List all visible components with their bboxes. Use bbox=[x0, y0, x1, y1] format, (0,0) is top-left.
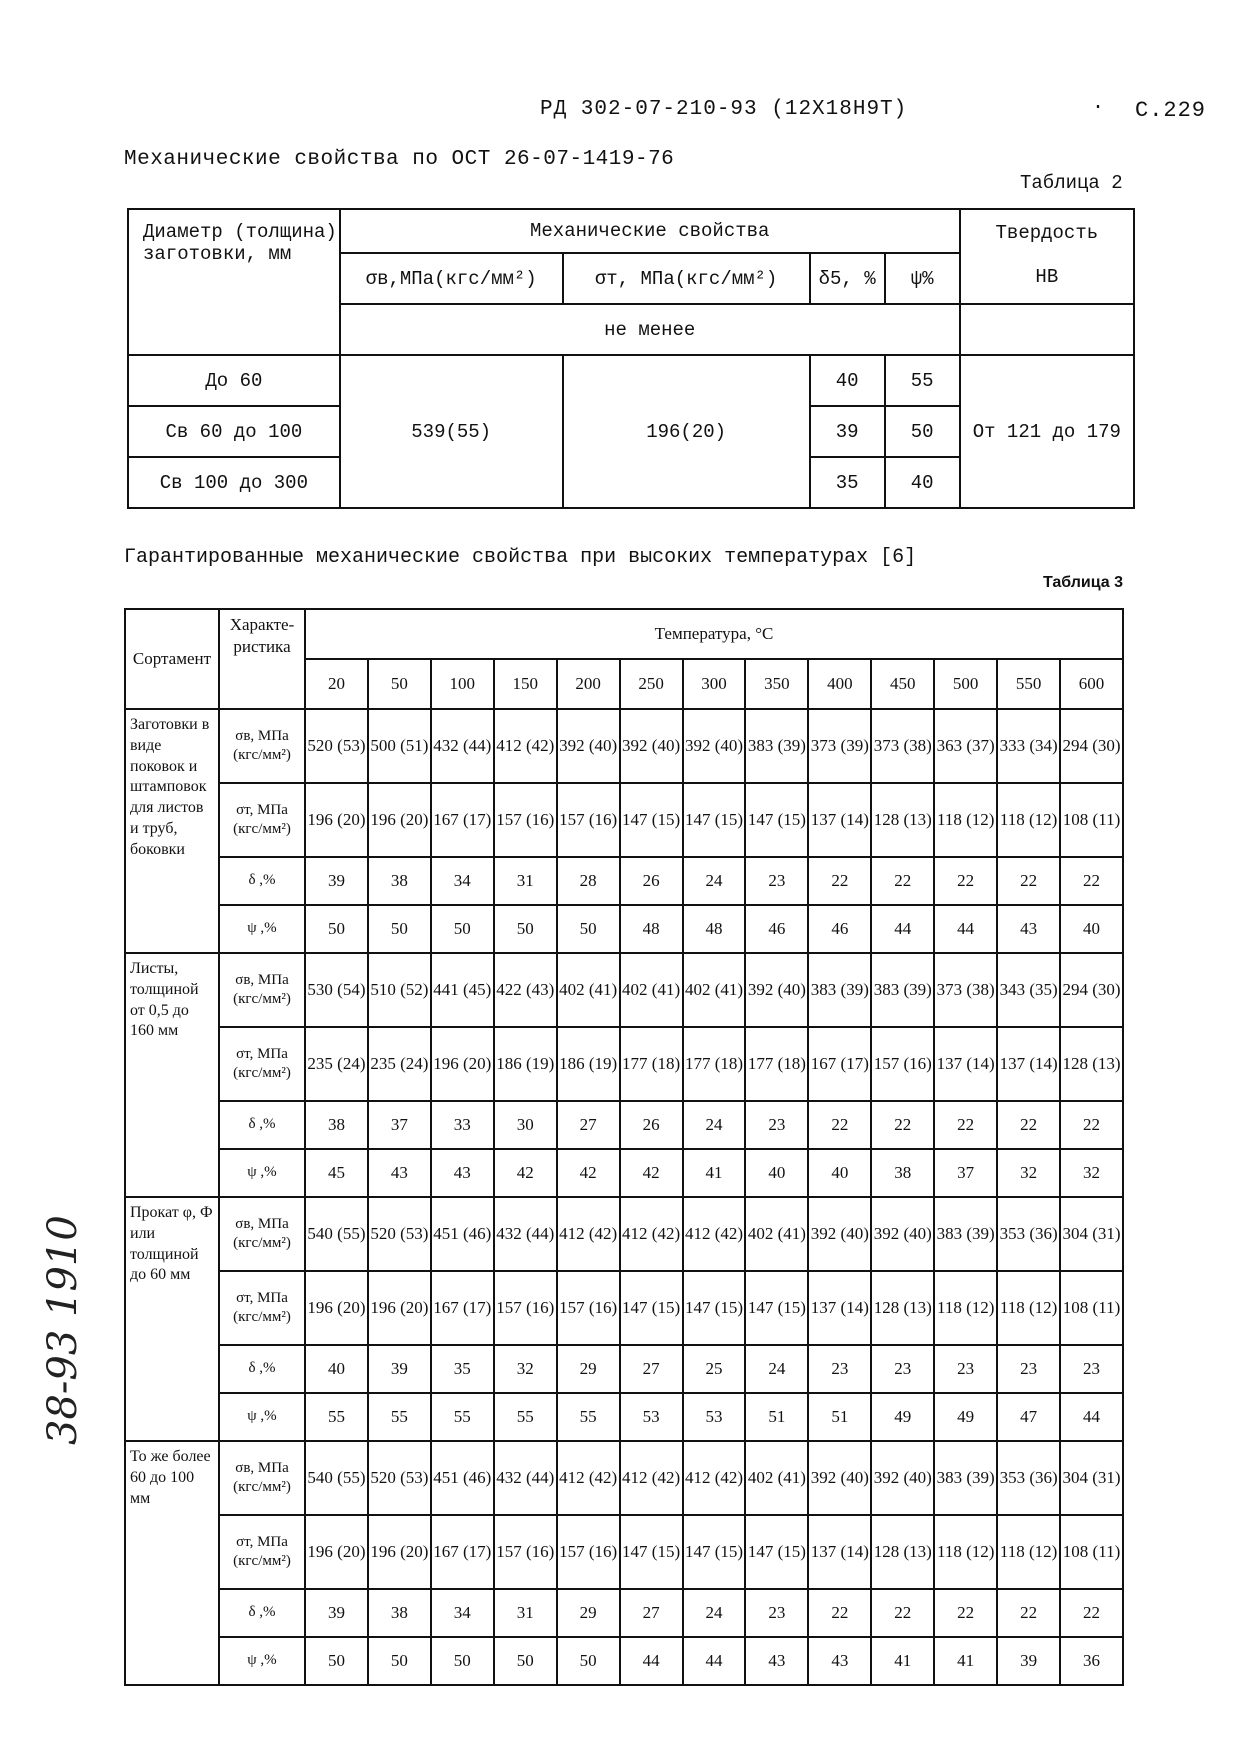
t3-value: 24 bbox=[683, 857, 746, 905]
t3-value: 412 (42) bbox=[620, 1197, 683, 1271]
t3-char-d: δ ,% bbox=[219, 857, 305, 905]
t3-row bbox=[125, 857, 1123, 905]
t3-value: 235 (24) bbox=[305, 1027, 368, 1101]
t3-temp-cell: 500 bbox=[934, 659, 997, 709]
t3-value: 34 bbox=[431, 1589, 494, 1637]
t3-value: 46 bbox=[808, 905, 871, 953]
t2-hb: От 121 до 179 bbox=[960, 355, 1134, 508]
t3-value: 23 bbox=[745, 1101, 808, 1149]
t3-value: 157 (16) bbox=[557, 1271, 620, 1345]
t3-value: 304 (31) bbox=[1060, 1441, 1123, 1515]
t3-value: 31 bbox=[494, 1589, 557, 1637]
t2-header-hardness bbox=[960, 209, 1134, 304]
t3-value: 147 (15) bbox=[620, 1271, 683, 1345]
t3-value: 177 (18) bbox=[745, 1027, 808, 1101]
table3 bbox=[124, 608, 1124, 1686]
t3-value: 157 (16) bbox=[494, 783, 557, 857]
t3-value: 147 (15) bbox=[745, 783, 808, 857]
t3-char-d: δ ,% bbox=[219, 1589, 305, 1637]
t3-value: 50 bbox=[368, 1637, 431, 1685]
t2-header-st: σт, МПа(кгс/мм²) bbox=[563, 253, 810, 304]
t3-value: 33 bbox=[431, 1101, 494, 1149]
t3-value: 36 bbox=[1060, 1637, 1123, 1685]
t3-value: 55 bbox=[305, 1393, 368, 1441]
t3-char-st: σт, МПа (кгс/мм²) bbox=[219, 783, 305, 857]
t3-header-char: Характе-ристика bbox=[219, 609, 305, 709]
t3-value: 42 bbox=[620, 1149, 683, 1197]
t3-value: 51 bbox=[745, 1393, 808, 1441]
t3-value: 373 (39) bbox=[808, 709, 871, 783]
t3-temp-cell: 350 bbox=[745, 659, 808, 709]
t3-value: 412 (42) bbox=[557, 1197, 620, 1271]
t3-value: 27 bbox=[620, 1345, 683, 1393]
t3-value: 43 bbox=[431, 1149, 494, 1197]
t3-temp-cell: 400 bbox=[808, 659, 871, 709]
t3-value: 451 (46) bbox=[431, 1441, 494, 1515]
t2-d5: 40 bbox=[810, 355, 885, 406]
t3-row bbox=[125, 1101, 1123, 1149]
t3-temp-cell: 20 bbox=[305, 659, 368, 709]
t3-value: 392 (40) bbox=[683, 709, 746, 783]
t3-value: 196 (20) bbox=[368, 1271, 431, 1345]
t3-value: 27 bbox=[620, 1589, 683, 1637]
t3-row bbox=[125, 1637, 1123, 1685]
table2-label: Таблица 2 bbox=[1020, 172, 1123, 194]
t3-value: 147 (15) bbox=[745, 1271, 808, 1345]
t3-value: 147 (15) bbox=[620, 783, 683, 857]
t2-hardness-label: Твердость bbox=[995, 222, 1099, 244]
t3-value: 118 (12) bbox=[934, 1515, 997, 1589]
t3-temp-cell: 550 bbox=[997, 659, 1060, 709]
t3-value: 22 bbox=[1060, 857, 1123, 905]
t3-value: 118 (12) bbox=[997, 1515, 1060, 1589]
t3-row bbox=[125, 709, 1123, 783]
t3-value: 27 bbox=[557, 1101, 620, 1149]
t3-row bbox=[125, 1027, 1123, 1101]
t3-value: 22 bbox=[1060, 1101, 1123, 1149]
t3-value: 432 (44) bbox=[494, 1441, 557, 1515]
t3-value: 23 bbox=[871, 1345, 934, 1393]
t3-char-sb: σв, МПа (кгс/мм²) bbox=[219, 953, 305, 1027]
t2-header-sb: σв,МПа(кгс/мм²) bbox=[340, 253, 563, 304]
t3-value: 412 (42) bbox=[557, 1441, 620, 1515]
t3-value: 530 (54) bbox=[305, 953, 368, 1027]
t3-value: 412 (42) bbox=[683, 1197, 746, 1271]
t3-value: 167 (17) bbox=[808, 1027, 871, 1101]
t3-value: 137 (14) bbox=[808, 1515, 871, 1589]
t3-char-psi: ψ ,% bbox=[219, 1637, 305, 1685]
t2-header-d5: δ5, % bbox=[810, 253, 885, 304]
t3-value: 157 (16) bbox=[557, 783, 620, 857]
t3-value: 422 (43) bbox=[494, 953, 557, 1027]
t3-value: 441 (45) bbox=[431, 953, 494, 1027]
t3-value: 177 (18) bbox=[620, 1027, 683, 1101]
t3-value: 540 (55) bbox=[305, 1441, 368, 1515]
t2-st: 196(20) bbox=[563, 355, 810, 508]
t3-value: 520 (53) bbox=[368, 1441, 431, 1515]
t3-value: 412 (42) bbox=[494, 709, 557, 783]
t3-row bbox=[125, 783, 1123, 857]
t3-value: 48 bbox=[683, 905, 746, 953]
t3-value: 118 (12) bbox=[997, 783, 1060, 857]
t3-product: Заготовки в виде поковок и штамповок для листов и труб, боковки bbox=[125, 709, 219, 953]
t3-value: 44 bbox=[934, 905, 997, 953]
t3-value: 22 bbox=[871, 1589, 934, 1637]
t3-value: 50 bbox=[494, 1637, 557, 1685]
t3-value: 167 (17) bbox=[431, 1271, 494, 1345]
t3-value: 186 (19) bbox=[557, 1027, 620, 1101]
t3-value: 29 bbox=[557, 1345, 620, 1393]
t3-value: 108 (11) bbox=[1060, 1515, 1123, 1589]
t3-value: 147 (15) bbox=[683, 1271, 746, 1345]
t3-value: 47 bbox=[997, 1393, 1060, 1441]
t3-temp-cell: 150 bbox=[494, 659, 557, 709]
t3-header-row bbox=[125, 609, 1123, 659]
t3-header-sortament: Сортамент bbox=[125, 609, 219, 709]
t3-value: 196 (20) bbox=[305, 1271, 368, 1345]
t3-value: 235 (24) bbox=[368, 1027, 431, 1101]
t3-value: 412 (42) bbox=[683, 1441, 746, 1515]
t2-header-empty bbox=[960, 304, 1134, 355]
t3-value: 157 (16) bbox=[557, 1515, 620, 1589]
t2-header-mech: Механические свойства bbox=[340, 209, 960, 253]
t3-value: 44 bbox=[683, 1637, 746, 1685]
t3-value: 32 bbox=[494, 1345, 557, 1393]
table2 bbox=[127, 208, 1135, 509]
t3-value: 50 bbox=[557, 1637, 620, 1685]
t3-value: 520 (53) bbox=[305, 709, 368, 783]
t3-value: 402 (41) bbox=[620, 953, 683, 1027]
t3-value: 44 bbox=[620, 1637, 683, 1685]
t3-value: 128 (13) bbox=[871, 1271, 934, 1345]
t3-value: 118 (12) bbox=[934, 783, 997, 857]
t3-header-temp: Температура, °С bbox=[305, 609, 1123, 659]
t3-value: 41 bbox=[871, 1637, 934, 1685]
t3-value: 23 bbox=[808, 1345, 871, 1393]
t3-char-st: σт, МПа (кгс/мм²) bbox=[219, 1027, 305, 1101]
t3-value: 167 (17) bbox=[431, 1515, 494, 1589]
t3-value: 392 (40) bbox=[871, 1441, 934, 1515]
t3-row bbox=[125, 1515, 1123, 1589]
t3-value: 128 (13) bbox=[871, 783, 934, 857]
t3-value: 392 (40) bbox=[620, 709, 683, 783]
t2-d5: 35 bbox=[810, 457, 885, 508]
t3-value: 392 (40) bbox=[808, 1441, 871, 1515]
document-code: РД 302-07-210-93 (12Х18Н9Т) bbox=[540, 98, 908, 121]
t3-product: Листы, толщиной от 0,5 до 160 мм bbox=[125, 953, 219, 1197]
t3-value: 41 bbox=[683, 1149, 746, 1197]
t3-value: 22 bbox=[808, 1101, 871, 1149]
t2-hb-label: НВ bbox=[1035, 266, 1059, 288]
t3-value: 167 (17) bbox=[431, 783, 494, 857]
t3-value: 23 bbox=[1060, 1345, 1123, 1393]
t3-value: 39 bbox=[368, 1345, 431, 1393]
t3-value: 402 (41) bbox=[745, 1441, 808, 1515]
t3-value: 43 bbox=[368, 1149, 431, 1197]
t3-value: 383 (39) bbox=[808, 953, 871, 1027]
t3-value: 383 (39) bbox=[871, 953, 934, 1027]
t3-value: 108 (11) bbox=[1060, 783, 1123, 857]
t3-value: 35 bbox=[431, 1345, 494, 1393]
t3-value: 40 bbox=[305, 1345, 368, 1393]
t3-value: 157 (16) bbox=[871, 1027, 934, 1101]
t3-value: 392 (40) bbox=[557, 709, 620, 783]
t3-value: 42 bbox=[494, 1149, 557, 1197]
t3-value: 128 (13) bbox=[871, 1515, 934, 1589]
t3-value: 22 bbox=[871, 857, 934, 905]
t3-value: 26 bbox=[620, 1101, 683, 1149]
t3-value: 22 bbox=[934, 857, 997, 905]
table3-label: Таблица 3 bbox=[1043, 574, 1124, 591]
t3-value: 402 (41) bbox=[683, 953, 746, 1027]
t3-value: 137 (14) bbox=[808, 1271, 871, 1345]
t2-psi: 50 bbox=[885, 406, 960, 457]
t3-value: 343 (35) bbox=[997, 953, 1060, 1027]
t2-psi: 40 bbox=[885, 457, 960, 508]
t3-char-st: σт, МПа (кгс/мм²) bbox=[219, 1271, 305, 1345]
t3-value: 23 bbox=[997, 1345, 1060, 1393]
t3-char-d: δ ,% bbox=[219, 1345, 305, 1393]
t3-value: 118 (12) bbox=[997, 1271, 1060, 1345]
t3-value: 196 (20) bbox=[368, 783, 431, 857]
t3-row bbox=[125, 1345, 1123, 1393]
t3-value: 24 bbox=[745, 1345, 808, 1393]
t3-row bbox=[125, 1149, 1123, 1197]
t3-value: 43 bbox=[997, 905, 1060, 953]
t3-row bbox=[125, 1271, 1123, 1345]
t3-value: 48 bbox=[620, 905, 683, 953]
table3-title: Гарантированные механические свойства при высоких температурах [6] bbox=[124, 546, 917, 569]
t3-value: 50 bbox=[305, 905, 368, 953]
t3-value: 50 bbox=[368, 905, 431, 953]
t3-value: 41 bbox=[934, 1637, 997, 1685]
t3-value: 196 (20) bbox=[431, 1027, 494, 1101]
t3-value: 34 bbox=[431, 857, 494, 905]
t3-value: 147 (15) bbox=[620, 1515, 683, 1589]
t3-value: 177 (18) bbox=[683, 1027, 746, 1101]
t3-value: 22 bbox=[808, 857, 871, 905]
t3-value: 128 (13) bbox=[1060, 1027, 1123, 1101]
t3-row bbox=[125, 1197, 1123, 1271]
t3-value: 500 (51) bbox=[368, 709, 431, 783]
t3-value: 50 bbox=[305, 1637, 368, 1685]
t3-row bbox=[125, 953, 1123, 1027]
t3-char-psi: ψ ,% bbox=[219, 1393, 305, 1441]
t2-header-psi: ψ% bbox=[885, 253, 960, 304]
t3-row bbox=[125, 1441, 1123, 1515]
t2-diam: До 60 bbox=[128, 355, 340, 406]
t3-value: 353 (36) bbox=[997, 1197, 1060, 1271]
t3-value: 540 (55) bbox=[305, 1197, 368, 1271]
t3-temp-cell: 200 bbox=[557, 659, 620, 709]
t3-value: 50 bbox=[494, 905, 557, 953]
t3-value: 432 (44) bbox=[431, 709, 494, 783]
t2-sb: 539(55) bbox=[340, 355, 563, 508]
t3-value: 49 bbox=[934, 1393, 997, 1441]
t3-value: 22 bbox=[997, 857, 1060, 905]
t3-value: 137 (14) bbox=[808, 783, 871, 857]
t3-value: 44 bbox=[871, 905, 934, 953]
t3-value: 37 bbox=[934, 1149, 997, 1197]
t3-value: 50 bbox=[557, 905, 620, 953]
t2-header-diameter: Диаметр (толщина) заготовки, мм bbox=[128, 209, 340, 355]
t3-row bbox=[125, 1589, 1123, 1637]
t3-value: 22 bbox=[934, 1101, 997, 1149]
t3-value: 147 (15) bbox=[745, 1515, 808, 1589]
t3-temp-cell: 300 bbox=[683, 659, 746, 709]
t3-value: 196 (20) bbox=[368, 1515, 431, 1589]
t3-temp-cell: 250 bbox=[620, 659, 683, 709]
t3-temp-cell: 50 bbox=[368, 659, 431, 709]
t3-value: 22 bbox=[1060, 1589, 1123, 1637]
t2-diam: Св 60 до 100 bbox=[128, 406, 340, 457]
t2-diam: Св 100 до 300 bbox=[128, 457, 340, 508]
t3-value: 51 bbox=[808, 1393, 871, 1441]
t2-psi: 55 bbox=[885, 355, 960, 406]
t3-value: 118 (12) bbox=[934, 1271, 997, 1345]
t3-value: 32 bbox=[1060, 1149, 1123, 1197]
t3-value: 23 bbox=[745, 1589, 808, 1637]
t3-value: 55 bbox=[431, 1393, 494, 1441]
t3-value: 22 bbox=[997, 1589, 1060, 1637]
t3-value: 373 (38) bbox=[871, 709, 934, 783]
t3-value: 49 bbox=[871, 1393, 934, 1441]
t3-value: 373 (38) bbox=[934, 953, 997, 1027]
t3-value: 28 bbox=[557, 857, 620, 905]
t3-value: 40 bbox=[808, 1149, 871, 1197]
t3-value: 43 bbox=[808, 1637, 871, 1685]
t3-value: 50 bbox=[431, 905, 494, 953]
t3-value: 392 (40) bbox=[745, 953, 808, 1027]
t3-value: 196 (20) bbox=[305, 1515, 368, 1589]
t3-temp-cell: 600 bbox=[1060, 659, 1123, 709]
t3-char-psi: ψ ,% bbox=[219, 905, 305, 953]
t3-value: 38 bbox=[368, 857, 431, 905]
t3-value: 147 (15) bbox=[683, 1515, 746, 1589]
t3-value: 363 (37) bbox=[934, 709, 997, 783]
t3-value: 42 bbox=[557, 1149, 620, 1197]
t3-value: 22 bbox=[997, 1101, 1060, 1149]
t3-value: 50 bbox=[431, 1637, 494, 1685]
t3-value: 383 (39) bbox=[934, 1197, 997, 1271]
t3-value: 39 bbox=[997, 1637, 1060, 1685]
t3-value: 196 (20) bbox=[305, 783, 368, 857]
t3-product: То же более 60 до 100 мм bbox=[125, 1441, 219, 1685]
t3-char-sb: σв, МПа (кгс/мм²) bbox=[219, 709, 305, 783]
t3-value: 22 bbox=[871, 1101, 934, 1149]
t3-row bbox=[125, 905, 1123, 953]
t3-value: 39 bbox=[305, 1589, 368, 1637]
t3-value: 53 bbox=[620, 1393, 683, 1441]
t3-value: 402 (41) bbox=[557, 953, 620, 1027]
t3-value: 24 bbox=[683, 1589, 746, 1637]
t3-char-sb: σв, МПа (кгс/мм²) bbox=[219, 1197, 305, 1271]
t3-value: 294 (30) bbox=[1060, 709, 1123, 783]
t3-value: 412 (42) bbox=[620, 1441, 683, 1515]
t3-value: 392 (40) bbox=[871, 1197, 934, 1271]
t3-value: 46 bbox=[745, 905, 808, 953]
t3-char-d: δ ,% bbox=[219, 1101, 305, 1149]
t3-value: 40 bbox=[745, 1149, 808, 1197]
t3-value: 392 (40) bbox=[808, 1197, 871, 1271]
t3-value: 55 bbox=[557, 1393, 620, 1441]
t3-value: 186 (19) bbox=[494, 1027, 557, 1101]
t3-value: 353 (36) bbox=[997, 1441, 1060, 1515]
t3-value: 147 (15) bbox=[683, 783, 746, 857]
t3-value: 32 bbox=[997, 1149, 1060, 1197]
t3-value: 55 bbox=[368, 1393, 431, 1441]
t3-temp-cell: 100 bbox=[431, 659, 494, 709]
t3-value: 23 bbox=[745, 857, 808, 905]
t2-header-min: не менее bbox=[340, 304, 960, 355]
t3-value: 26 bbox=[620, 857, 683, 905]
t3-value: 31 bbox=[494, 857, 557, 905]
t3-value: 108 (11) bbox=[1060, 1271, 1123, 1345]
t3-product: Прокат φ, Ф или толщиной до 60 мм bbox=[125, 1197, 219, 1441]
t3-value: 451 (46) bbox=[431, 1197, 494, 1271]
table2-title: Механические свойства по ОСТ 26-07-1419-76 bbox=[124, 148, 675, 171]
t3-value: 520 (53) bbox=[368, 1197, 431, 1271]
t3-row bbox=[125, 1393, 1123, 1441]
t3-char-psi: ψ ,% bbox=[219, 1149, 305, 1197]
t3-value: 22 bbox=[934, 1589, 997, 1637]
t3-value: 40 bbox=[1060, 905, 1123, 953]
t3-value: 38 bbox=[305, 1101, 368, 1149]
t3-value: 383 (39) bbox=[934, 1441, 997, 1515]
handwritten-margin-note: 38-93 1910 bbox=[40, 1215, 86, 1445]
t3-value: 29 bbox=[557, 1589, 620, 1637]
t3-value: 39 bbox=[305, 857, 368, 905]
t2-d5: 39 bbox=[810, 406, 885, 457]
t3-value: 137 (14) bbox=[997, 1027, 1060, 1101]
t3-value: 157 (16) bbox=[494, 1515, 557, 1589]
t3-value: 37 bbox=[368, 1101, 431, 1149]
t3-value: 137 (14) bbox=[934, 1027, 997, 1101]
t3-value: 510 (52) bbox=[368, 953, 431, 1027]
t3-char-sb: σв, МПа (кгс/мм²) bbox=[219, 1441, 305, 1515]
t3-value: 38 bbox=[368, 1589, 431, 1637]
t3-value: 304 (31) bbox=[1060, 1197, 1123, 1271]
t3-value: 25 bbox=[683, 1345, 746, 1393]
t3-value: 432 (44) bbox=[494, 1197, 557, 1271]
t3-value: 43 bbox=[745, 1637, 808, 1685]
t3-value: 22 bbox=[808, 1589, 871, 1637]
t3-value: 294 (30) bbox=[1060, 953, 1123, 1027]
t3-value: 24 bbox=[683, 1101, 746, 1149]
t3-value: 157 (16) bbox=[494, 1271, 557, 1345]
t3-value: 23 bbox=[934, 1345, 997, 1393]
t2-row bbox=[128, 355, 1134, 406]
t3-value: 53 bbox=[683, 1393, 746, 1441]
t3-value: 44 bbox=[1060, 1393, 1123, 1441]
t3-value: 383 (39) bbox=[745, 709, 808, 783]
t3-value: 402 (41) bbox=[745, 1197, 808, 1271]
t3-value: 38 bbox=[871, 1149, 934, 1197]
t3-value: 45 bbox=[305, 1149, 368, 1197]
t3-value: 55 bbox=[494, 1393, 557, 1441]
t3-value: 30 bbox=[494, 1101, 557, 1149]
page-number: С.229 bbox=[1135, 98, 1207, 123]
t3-char-st: σт, МПа (кгс/мм²) bbox=[219, 1515, 305, 1589]
t3-value: 333 (34) bbox=[997, 709, 1060, 783]
t3-temp-cell: 450 bbox=[871, 659, 934, 709]
header-dot: · bbox=[1092, 96, 1105, 119]
